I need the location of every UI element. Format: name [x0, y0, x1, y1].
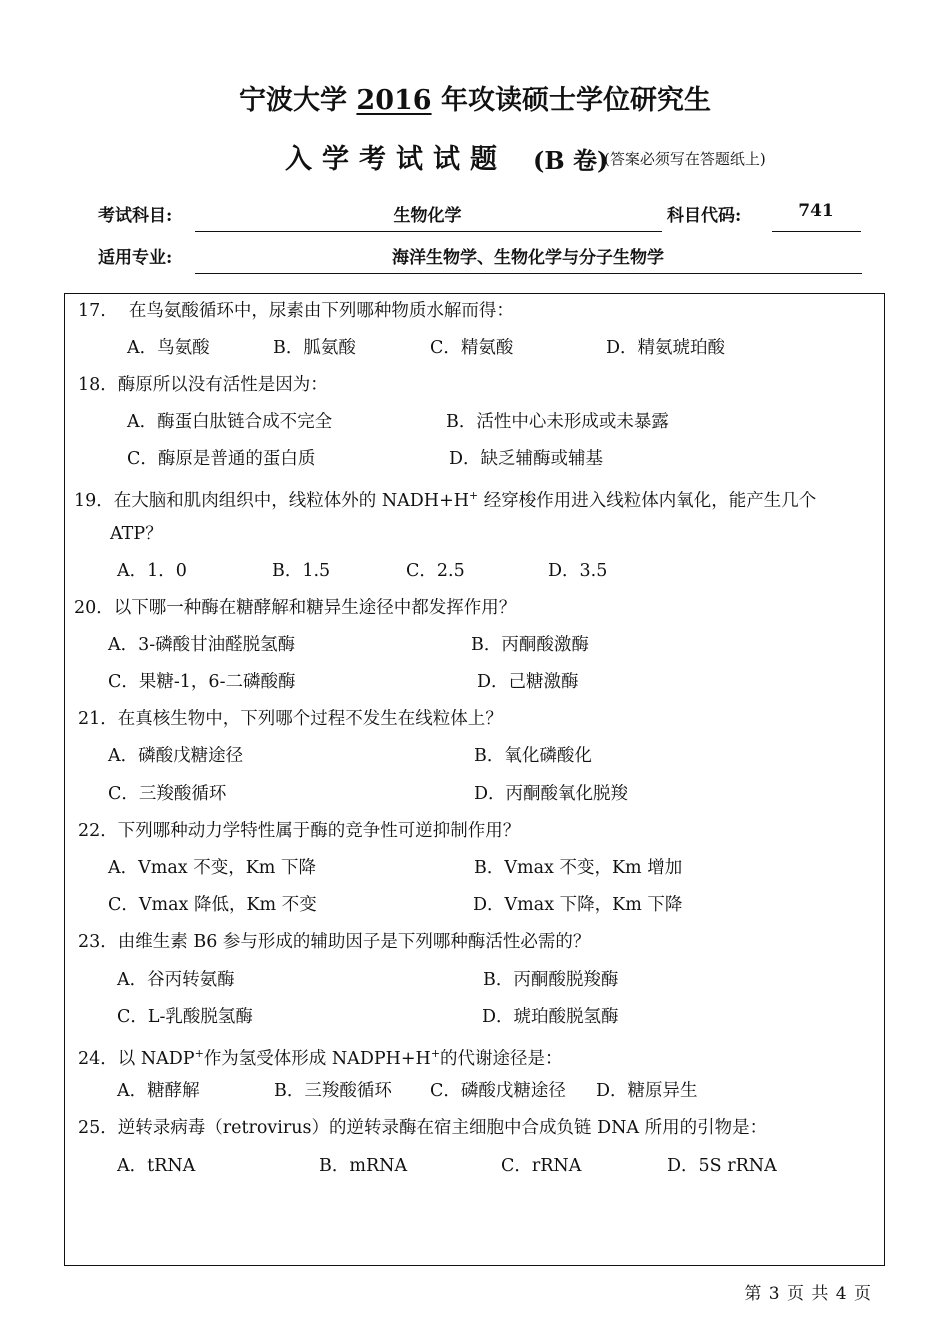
- option-b: B．1.5: [272, 561, 331, 581]
- question-18: 18．酶原所以没有活性是因为：: [78, 375, 328, 395]
- code-underline: [772, 231, 861, 232]
- question-24: [78, 1044, 563, 1069]
- question-19-continued: ATP？: [110, 524, 163, 544]
- option-c: C．果糖-1，6-二磷酸酶: [108, 672, 296, 692]
- option-a: A．酶蛋白肽链合成不完全: [127, 412, 333, 432]
- subject-label: 考试科目:: [98, 206, 173, 226]
- option-c: C．三羧酸循环: [108, 784, 227, 804]
- option-a: A．糖酵解: [117, 1081, 200, 1101]
- question-17: 17. 在鸟氨酸循环中，尿素由下列哪种物质水解而得：: [78, 301, 514, 321]
- option-a: A．鸟氨酸: [127, 338, 210, 358]
- option-b: B．胍氨酸: [273, 338, 356, 358]
- stem-part: 24．以 NADP: [78, 1048, 195, 1069]
- question-25: 25．逆转录病毒（retrovirus）的逆转录酶在宿主细胞中合成负链 DNA 所用的引物是：: [78, 1118, 768, 1138]
- option-b: B．三羧酸循环: [274, 1081, 392, 1101]
- exam-subtitle: 入学考试试题: [285, 144, 507, 175]
- option-a: A．磷酸戊糖途径: [108, 746, 244, 766]
- question-20: 20．以下哪一种酶在糖酵解和糖异生途径中都发挥作用？: [74, 598, 517, 618]
- option-d: D．糖原异生: [596, 1081, 698, 1101]
- question-22: 22．下列哪种动力学特性属于酶的竞争性可逆抑制作用？: [78, 821, 521, 841]
- title-year: 2016: [356, 85, 432, 116]
- option-c: C．磷酸戊糖途径: [430, 1081, 566, 1101]
- paper-version: (B 卷): [533, 146, 609, 175]
- option-b: B．丙酮酸脱羧酶: [483, 970, 619, 990]
- option-a: A．Vmax 不变，Km 下降: [108, 858, 316, 878]
- option-b: B．丙酮酸激酶: [471, 635, 589, 655]
- subject-value: 生物化学: [393, 206, 462, 226]
- stem-part: 的代谢途径是：: [440, 1048, 563, 1069]
- option-c: C．精氨酸: [430, 338, 514, 358]
- option-b: B．mRNA: [319, 1156, 408, 1176]
- option-c: C．Vmax 降低，Km 不变: [108, 895, 317, 915]
- option-d: D．5S rRNA: [667, 1156, 777, 1176]
- option-a: A．谷丙转氨酶: [117, 970, 235, 990]
- option-d: D．3.5: [548, 561, 608, 581]
- major-label: 适用专业:: [98, 248, 173, 268]
- option-c: C．酶原是普通的蛋白质: [127, 449, 316, 469]
- code-label: 科目代码:: [667, 206, 742, 226]
- code-value: 741: [798, 201, 834, 221]
- major-value: 海洋生物学、生物化学与分子生物学: [392, 248, 664, 268]
- question-23: 23．由维生素 B6 参与形成的辅助因子是下列哪种酶活性必需的？: [78, 932, 591, 952]
- option-d: D．丙酮酸氧化脱羧: [474, 784, 629, 804]
- superscript: +: [194, 1047, 204, 1060]
- option-a: A．tRNA: [117, 1156, 196, 1176]
- option-a: A．1．0: [117, 561, 187, 581]
- stem-part: 经穿梭作用进入线粒体内氧化，能产生几个: [478, 490, 817, 511]
- exam-title: [0, 78, 950, 117]
- title-rest: 年攻读硕士学位研究生: [431, 85, 711, 116]
- superscript: +: [469, 489, 479, 502]
- subject-underline: [195, 231, 662, 232]
- option-c: C．rRNA: [501, 1156, 582, 1176]
- option-d: D．精氨琥珀酸: [606, 338, 726, 358]
- option-c: C．L-乳酸脱氢酶: [117, 1007, 253, 1027]
- option-b: B．氧化磷酸化: [474, 746, 592, 766]
- option-d: D．琥珀酸脱氢酶: [482, 1007, 619, 1027]
- option-d: D．Vmax 下降，Km 下降: [473, 895, 683, 915]
- option-d: D．己糖激酶: [477, 672, 579, 692]
- stem-part: 作为氢受体形成 NADPH+H: [203, 1048, 431, 1069]
- superscript: +: [430, 1047, 441, 1060]
- page-number: 第 3 页 共 4 页: [744, 1284, 872, 1304]
- option-d: D．缺乏辅酶或辅基: [449, 449, 604, 469]
- option-b: B．Vmax 不变，Km 增加: [474, 858, 683, 878]
- title-school: 宁波大学: [239, 85, 357, 116]
- question-19: [74, 486, 816, 511]
- option-a: A．3-磷酸甘油醛脱氢酶: [108, 635, 296, 655]
- option-b: B．活性中心未形成或未暴露: [446, 412, 669, 432]
- question-21: 21．在真核生物中，下列哪个过程不发生在线粒体上？: [78, 709, 503, 729]
- major-underline: [195, 273, 862, 274]
- answer-note: (答案必须写在答题纸上): [604, 150, 766, 168]
- option-c: C．2.5: [406, 561, 465, 581]
- stem-part: 19．在大脑和肌肉组织中，线粒体外的 NADH+H: [74, 490, 469, 511]
